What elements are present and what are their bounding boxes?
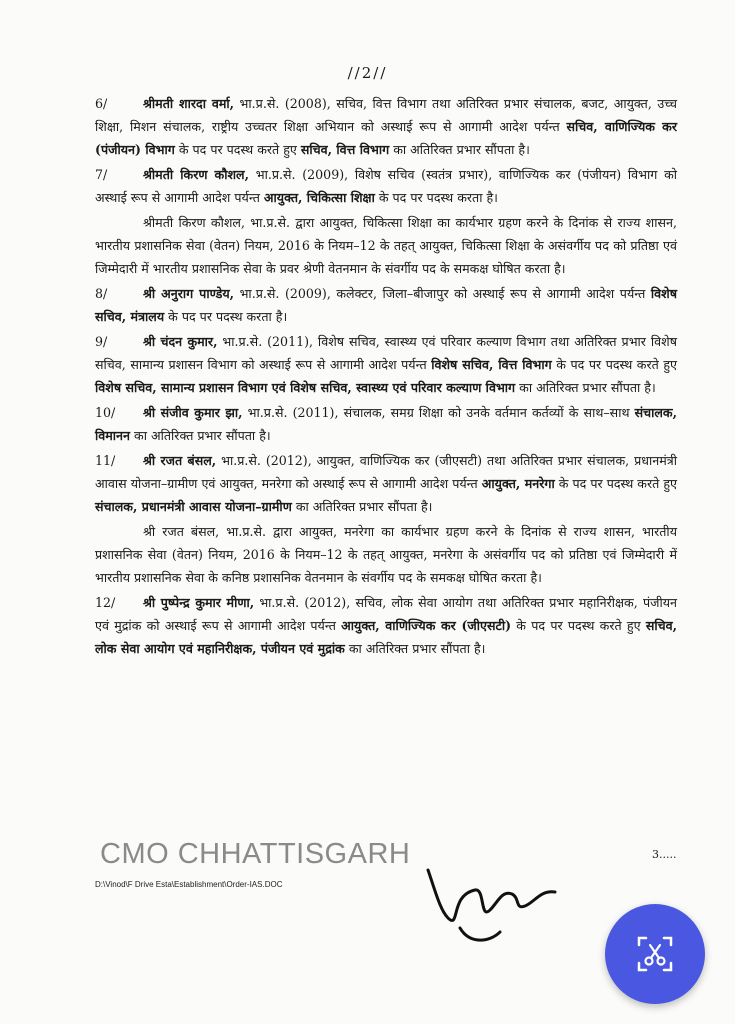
signature-image bbox=[420, 850, 570, 950]
order-item-9: 9/ श्री चंदन कुमार, भा.प्र.से. (2011), विशेष सचिव, स्वास्थ्य एवं परिवार कल्याण विभाग तथा अतिरिक्त प्रभार विशेष सचिव, सामान्य प्रशासन विभाग को अस्थाई रूप से आगामी आदेश पर्यन्त विशेष सचिव, वित्त विभाग के पद पर पदस्थ करते हुए विशेष सचिव, सामान्य प्रशासन विभाग एवं विशेष सचिव, स्वास्थ्य एवं परिवार कल्याण विभाग का अतिरिक्त प्रभार सौंपता है। bbox=[95, 330, 677, 399]
order-item-7: 7/ श्रीमती किरण कौशल, भा.प्र.से. (2009), विशेष सचिव (स्वतंत्र प्रभार), वाणिज्यिक कर (पंजीयन) विभाग को अस्थाई रूप से आगामी आदेश पर्यन्त आयुक्त, चिकित्सा शिक्षा के पद पर पदस्थ करता है। bbox=[95, 163, 677, 209]
officer-name: श्री अनुराग पाण्डेय, bbox=[143, 286, 235, 301]
item-number: 8/ bbox=[95, 286, 108, 301]
officer-name: श्रीमती शारदा वर्मा, bbox=[143, 96, 235, 111]
item-number: 6/ bbox=[95, 96, 108, 111]
order-item-7-note: श्रीमती किरण कौशल, भा.प्र.से. द्वारा आयुक्त, चिकित्सा शिक्षा का कार्यभार ग्रहण करने के दिनांक से राज्य शासन, भारतीय प्रशासनिक सेवा (वेतन) नियम, 2016 के नियम–12 के तहत् आयुक्त, चिकित्सा शिक्षा के असंवर्गीय पद को प्रतिष्ठा एवं जिम्मेदारी में भारतीय प्रशासनिक सेवा के प्रवर श्रेणी वेतनमान के संवर्गीय पद के समकक्ष घोषित करता है। bbox=[95, 215, 677, 276]
officer-name: श्री पुष्पेन्द्र कुमार मीणा, bbox=[143, 595, 255, 610]
watermark-text: CMO CHHATTISGARH bbox=[100, 838, 411, 870]
crop-scissors-button[interactable] bbox=[605, 904, 705, 1004]
item-number: 11/ bbox=[95, 453, 116, 468]
officer-name: श्री चंदन कुमार, bbox=[143, 334, 218, 349]
order-item-6: 6/ श्रीमती शारदा वर्मा, भा.प्र.से. (2008), सचिव, वित्त विभाग तथा अतिरिक्त प्रभार संचालक, बजट, आयुक्त, उच्च शिक्षा, मिशन संचालक, राष्ट्रीय उच्चतर शिक्षा अभियान को अस्थाई रूप से आगामी आदेश पर्यन्त सचिव, वाणिज्यिक कर (पंजीयन) विभाग के पद पर पदस्थ करते हुए सचिव, वित्त विभाग का अतिरिक्त प्रभार सौंपता है। bbox=[95, 92, 677, 161]
next-page-marker: 3..... bbox=[652, 848, 677, 861]
item-number: 12/ bbox=[95, 595, 116, 610]
officer-name: श्री संजीव कुमार झा, bbox=[143, 405, 243, 420]
item-number: 10/ bbox=[95, 405, 116, 420]
order-item-8: 8/ श्री अनुराग पाण्डेय, भा.प्र.से. (2009), कलेक्टर, जिला–बीजापुर को अस्थाई रूप से आगामी आदेश पर्यन्त विशेष सचिव, मंत्रालय के पद पर पदस्थ करता है। bbox=[95, 282, 677, 328]
officer-name: श्रीमती किरण कौशल, bbox=[143, 167, 249, 182]
order-item-11-note: श्री रजत बंसल, भा.प्र.से. द्वारा आयुक्त, मनरेगा का कार्यभार ग्रहण करने के दिनांक से राज्य शासन, भारतीय प्रशासनिक सेवा (वेतन) नियम, 2016 के नियम–12 के तहत् आयुक्त, मनरेगा के असंवर्गीय पद को प्रतिष्ठा एवं जिम्मेदारी में भारतीय प्रशासनिक सेवा के कनिष्ठ प्रशासनिक वेतनमान के संवर्गीय पद के समकक्ष घोषित करता है। bbox=[95, 524, 677, 585]
file-path: D:\Vinod\F Drive Esta\Establishment\Order-IAS.DOC bbox=[95, 880, 283, 889]
order-body bbox=[95, 92, 677, 662]
item-number: 9/ bbox=[95, 334, 108, 349]
item-number: 7/ bbox=[95, 167, 108, 182]
officer-name: श्री रजत बंसल, bbox=[143, 453, 217, 468]
page-number: //2// bbox=[347, 64, 388, 82]
order-item-12: 12/ श्री पुष्पेन्द्र कुमार मीणा, भा.प्र.से. (2012), सचिव, लोक सेवा आयोग तथा अतिरिक्त प्रभार महानिरीक्षक, पंजीयन एवं मुद्रांक को अस्थाई रूप से आगामी आदेश पर्यन्त आयुक्त, वाणिज्यिक कर (जीएसटी) के पद पर पदस्थ करते हुए सचिव, लोक सेवा आयोग एवं महानिरीक्षक, पंजीयन एवं मुद्रांक का अतिरिक्त प्रभार सौंपता है। bbox=[95, 591, 677, 660]
order-item-11: 11/ श्री रजत बंसल, भा.प्र.से. (2012), आयुक्त, वाणिज्यिक कर (जीएसटी) तथा अतिरिक्त प्रभार संचालक, प्रधानमंत्री आवास योजना–ग्रामीण एवं आयुक्त, मनरेगा को अस्थाई रूप से आगामी आदेश पर्यन्त आयुक्त, मनरेगा के पद पर पदस्थ करते हुए संचालक, प्रधानमंत्री आवास योजना–ग्रामीण का अतिरिक्त प्रभार सौंपता है। bbox=[95, 449, 677, 518]
order-item-10: 10/ श्री संजीव कुमार झा, भा.प्र.से. (2011), संचालक, समग्र शिक्षा को उनके वर्तमान कर्तव्यों के साथ–साथ संचालक, विमानन का अतिरिक्त प्रभार सौंपता है। bbox=[95, 401, 677, 447]
scissors-crop-icon bbox=[633, 932, 677, 976]
